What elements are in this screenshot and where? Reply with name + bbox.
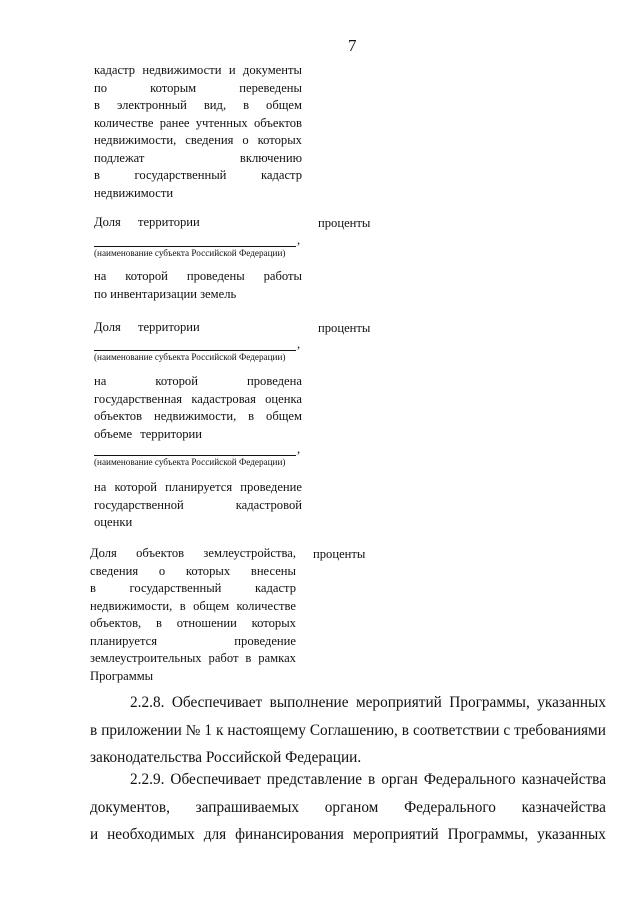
- block4-line: планируется проведение: [90, 633, 296, 648]
- block2-line: по инвентаризации земель: [94, 286, 237, 301]
- block3-text: [94, 373, 302, 443]
- block4-unit: проценты: [313, 547, 366, 561]
- block3-line: государственная кадастровая оценка: [94, 391, 302, 406]
- block4-line: недвижимости, в общем количестве: [90, 598, 296, 613]
- block4-line: в государственный кадастр: [90, 581, 296, 595]
- block1-line: в государственный кадастр: [94, 168, 302, 182]
- block2-line: на которой проведены работы: [94, 269, 302, 283]
- paragraph-line: 2.2.9. Обеспечивает представление в орган Федерального казначейства: [130, 771, 606, 788]
- paragraph-line: в приложении № 1 к настоящему Соглашению, в соответствии с требованиями: [90, 721, 606, 739]
- block4-line: сведения о которых внесены: [90, 563, 296, 578]
- block1-line: количестве ранее учтенных объектов: [94, 115, 302, 130]
- block1-line: по которым переведены: [94, 80, 302, 95]
- block3-text-2: [94, 479, 302, 532]
- block3-caption-2: (наименование субъекта Российской Федерации): [94, 457, 286, 467]
- block2-caption: (наименование субъекта Российской Федерации): [94, 248, 286, 258]
- block3-line-2: на которой планируется проведение: [94, 480, 302, 494]
- block3-label: Доля территории: [94, 320, 200, 334]
- block3-line-2: оценки: [94, 515, 133, 529]
- block4-text: [90, 545, 296, 685]
- block1-line: недвижимости, сведения о которых: [94, 133, 302, 147]
- block1-line: кадастр недвижимости и документы: [94, 63, 302, 77]
- block3-label-row: [94, 319, 302, 337]
- block4-line: объектов, в отношении которых: [90, 616, 296, 630]
- underline: [94, 443, 296, 456]
- block1-line: в электронный вид, в общем: [94, 98, 302, 112]
- underline: [94, 234, 296, 247]
- block2-label-row: [94, 214, 302, 232]
- paragraph-2-2-9: [90, 766, 606, 849]
- paragraph-line: 2.2.8. Обеспечивает выполнение мероприятий Программы, указанных: [130, 694, 606, 711]
- block3-line: на которой проведена: [94, 374, 302, 388]
- block2-label: Доля территории: [94, 215, 200, 229]
- block3-caption: (наименование субъекта Российской Федерации): [94, 352, 286, 362]
- paragraph-line: законодательства Российской Федерации.: [90, 749, 362, 766]
- block1-text: [94, 62, 302, 202]
- block2-unit: проценты: [318, 216, 371, 230]
- paragraph-line: документов, запрашиваемых органом Федерального казначейства: [90, 798, 606, 816]
- block2-text: [94, 268, 302, 303]
- underline: [94, 338, 296, 351]
- block4-line: Доля объектов землеустройства,: [90, 546, 296, 560]
- block3-line-2: государственной кадастровой: [94, 497, 302, 512]
- block3-line: объектов недвижимости, в общем: [94, 409, 302, 423]
- page-number: 7: [348, 36, 357, 55]
- block3-line: объеме территории: [94, 426, 203, 441]
- paragraph-2-2-8: [90, 689, 606, 772]
- block1-line: подлежат включению: [94, 150, 302, 165]
- paragraph-line: и необходимых для финансирования мероприятий Программы, указанных: [90, 826, 606, 843]
- block3-unit: проценты: [318, 321, 371, 335]
- block4-line: Программы: [90, 668, 154, 683]
- block1-line: недвижимости: [94, 185, 174, 200]
- block4-line: землеустроительных работ в рамках: [90, 651, 296, 665]
